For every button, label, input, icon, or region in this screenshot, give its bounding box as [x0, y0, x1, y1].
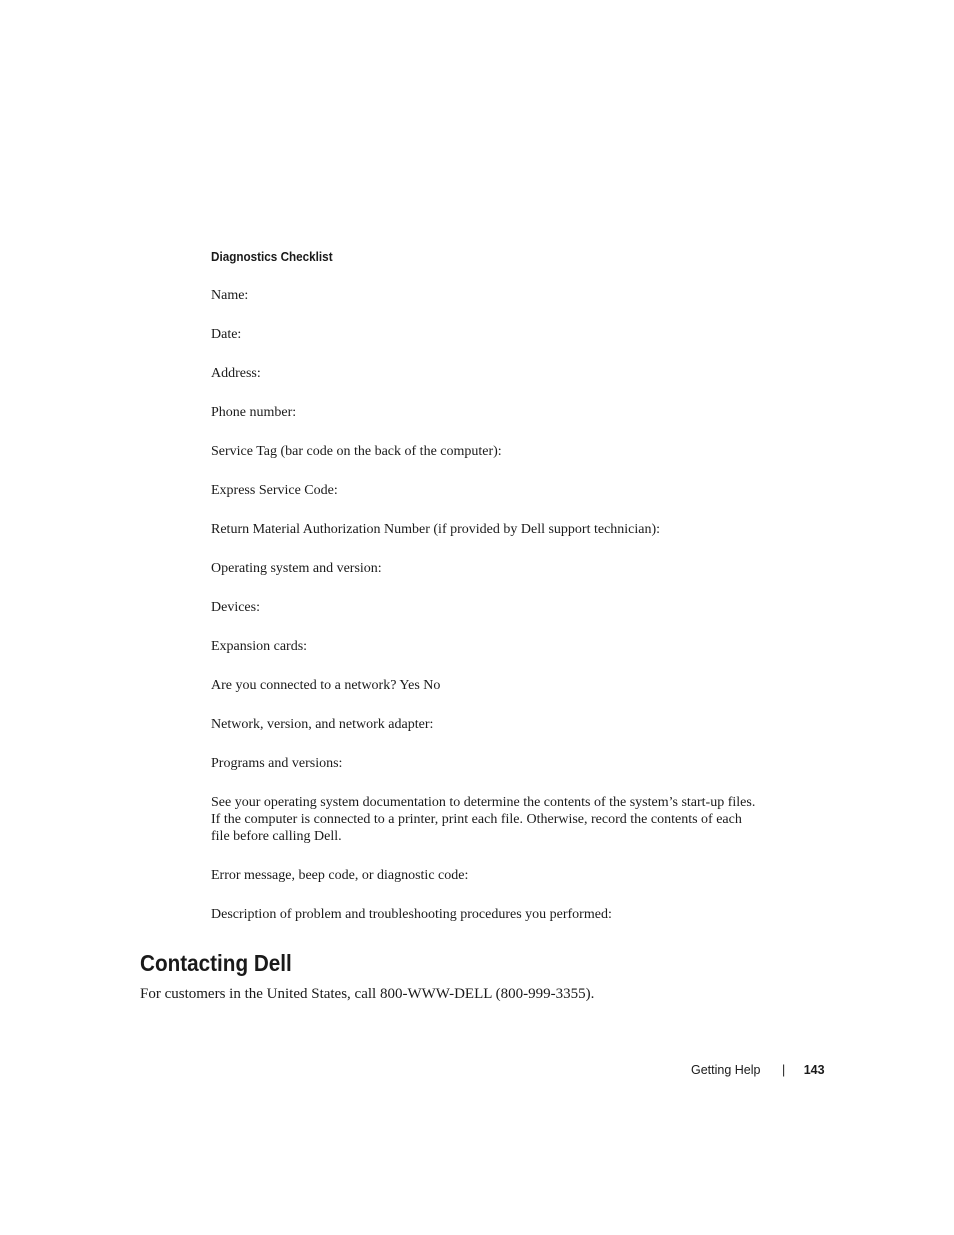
checklist-field-os-version: Operating system and version: [211, 561, 382, 576]
checklist-field-devices: Devices: [211, 600, 260, 615]
checklist-field-service-tag: Service Tag (bar code on the back of the computer): [211, 444, 502, 459]
checklist-field-network-adapter: Network, version, and network adapter: [211, 717, 434, 732]
checklist-field-problem-description: Description of problem and troubleshooting procedures you performed: [211, 907, 612, 922]
footer-section-title: Getting Help [691, 1063, 761, 1077]
checklist-title: Diagnostics Checklist [211, 249, 333, 264]
contacting-dell-heading: Contacting Dell [140, 950, 292, 976]
checklist-field-programs: Programs and versions: [211, 756, 343, 771]
contacting-dell-text: For customers in the United States, call 800-WWW-DELL (800-999-3355). [140, 986, 595, 1002]
page-footer [691, 1061, 825, 1079]
page-number: 143 [803, 1063, 825, 1077]
checklist-field-express-code: Express Service Code: [211, 483, 338, 498]
checklist-field-address: Address: [211, 366, 261, 381]
checklist-field-name: Name: [211, 288, 249, 303]
diagnostics-checklist [211, 247, 756, 922]
checklist-field-network-connected: Are you connected to a network? Yes No [211, 678, 441, 693]
footer-separator: | [781, 1063, 786, 1077]
checklist-field-rma-number: Return Material Authorization Number (if provided by Dell support technician): [211, 522, 661, 537]
checklist-field-phone: Phone number: [211, 405, 297, 420]
checklist-startup-files-note: See your operating system documentation to determine the contents of the system’s start-up files. If the computer is connected to a printer, print each file. Otherwise, record the contents of each file before calling Dell. [211, 795, 756, 844]
checklist-field-error-message: Error message, beep code, or diagnostic code: [211, 868, 469, 883]
checklist-field-date: Date: [211, 327, 242, 342]
checklist-field-expansion-cards: Expansion cards: [211, 639, 308, 654]
